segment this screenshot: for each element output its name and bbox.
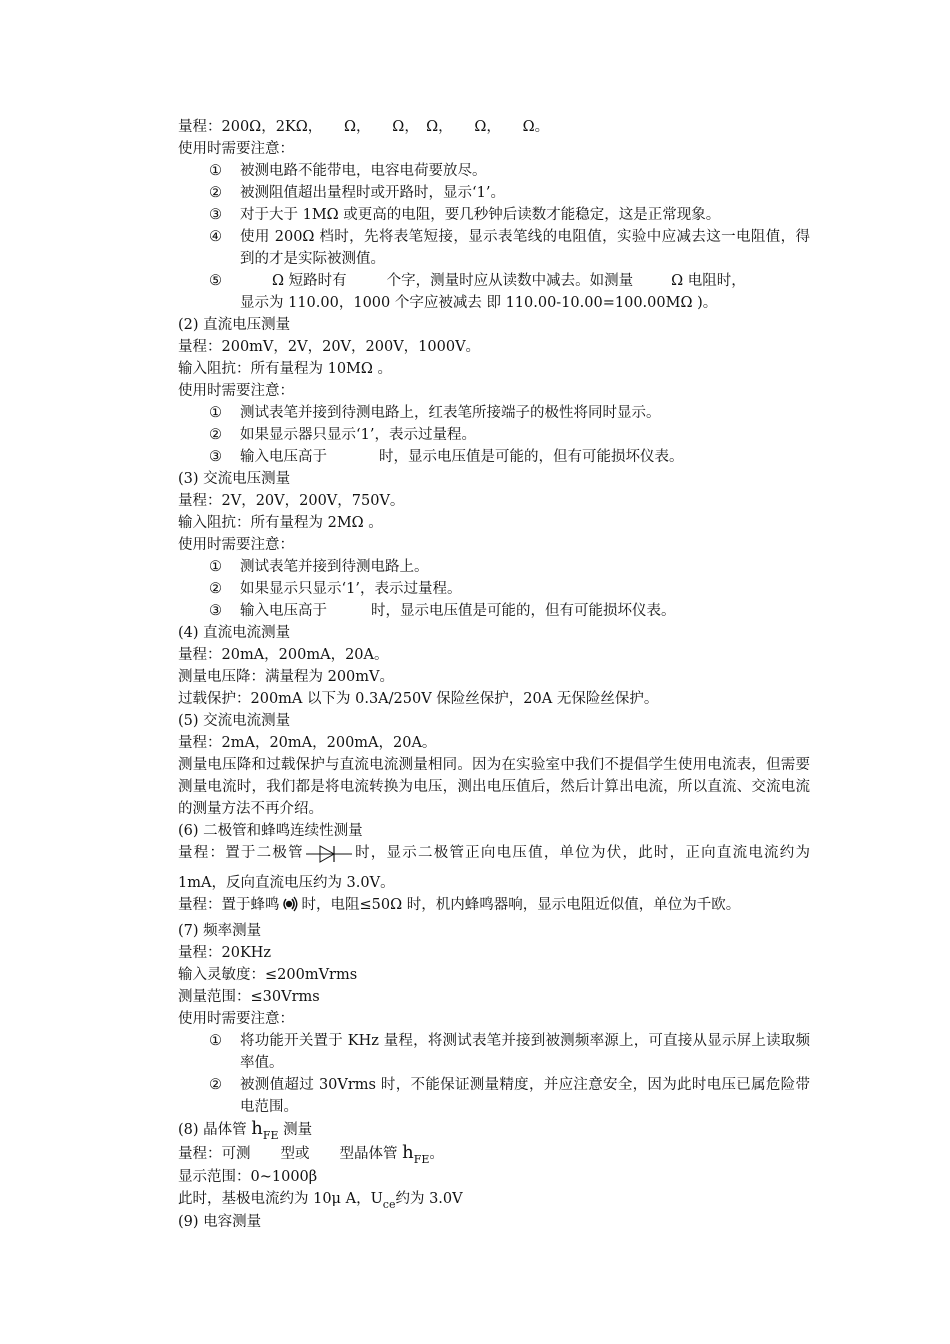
dcv-impedance: 输入阻抗：所有量程为 10MΩ 。 [178,361,393,377]
ohm-range: 量程：200Ω，2KΩ， Ω， Ω， Ω， Ω， Ω。 [178,119,550,135]
ohm-note-1-text: 被测电路不能带电，电容电荷要放尽。 [240,163,487,179]
hfe-section-title [178,1118,810,1142]
acv-range: 量程：2V，20V，200V，750V。 [178,493,405,509]
aca-paragraph: 测量电压降和过载保护与直流电流测量相同。因为在实验室中我们不提倡学生使用电流表，但需要测量电流时，我们都是将电流转换为电压，测出电压值后，然后计算出电流，所以直流、交流电流的测量方法不再介绍。 [178,757,810,817]
freq-note-2 [178,1074,810,1118]
ohm-note-5-part-c: Ω 电阻时， [671,273,746,289]
marker-3: ③ [209,603,222,619]
marker-3: ③ [209,449,222,465]
diode-range-part-b: 时，显示二极管正向电压值，单位为伏，此时，正向直流电流约为 1mA，反向直流电压约为 3.0V。 [178,845,811,891]
hfe-base-part-a: 此时，基极电流约为 10μ A，U [178,1191,383,1207]
marker-2: ② [209,427,222,443]
dca-voltage-drop: 测量电压降：满量程为 200mV。 [178,669,395,685]
hfe-display-span: 显示范围：0~1000β [178,1169,318,1185]
buzzer-range [178,894,810,920]
hfe-base-part-b: 约为 3.0V [395,1191,463,1207]
diode-symbol-icon [306,843,352,872]
freq-span: 测量范围：≤30Vrms [178,989,320,1005]
diode-range-part-a: 量程：置于二极管 [178,845,304,861]
dcv-note-1 [178,402,810,424]
freq-section-title: (7) 频率测量 [178,923,262,939]
dcv-note-1-text: 测试表笔并接到待测电路上，红表笔所接端子的极性将同时显示。 [240,405,661,421]
hfe-title-part-a: (8) 晶体管 [178,1122,247,1138]
document-body [178,116,810,1233]
freq-sensitivity: 输入灵敏度：≤200mVrms [178,967,358,983]
marker-2: ② [209,185,222,201]
ohm-note-2 [178,182,810,204]
acv-note-1-text: 测试表笔并接到待测电路上。 [240,559,429,575]
ohm-note-3 [178,204,810,226]
dcv-range: 量程：200mV，2V，20V，200V，1000V。 [178,339,481,355]
aca-range: 量程：2mA，20mA，200mA，20A。 [178,735,437,751]
diode-section-title: (6) 二极管和蜂鸣连续性测量 [178,823,363,839]
marker-1: ① [209,1033,222,1049]
ohm-note-5-part-a: Ω 短路时有 [272,273,347,289]
hfe-subscript: FE [413,1153,430,1166]
hfe-h-symbol: h [251,1118,263,1139]
dcv-note-3 [178,446,810,468]
hfe-range-part-a: 量程：可测 [178,1146,251,1162]
dca-range: 量程：20mA，200mA，20A。 [178,647,389,663]
ohm-note-3-text: 对于大于 1MΩ 或更高的电阻，要几秒钟后读数才能稳定，这是正常现象。 [240,207,721,223]
acv-note-2 [178,578,810,600]
hfe-range [178,1142,810,1166]
freq-note-2-text: 被测值超过 30Vrms 时，不能保证测量精度，并应注意安全，因为此时电压已属危险带电范围。 [240,1077,810,1115]
ohm-note-5-part-d: 显示为 110.00，1000 个字应被减去 即 110.00-10.00=100.00MΩ )。 [240,295,718,311]
hfe-range-part-c: 型晶体管 [339,1146,398,1162]
marker-3: ③ [209,207,222,223]
hfe-h-symbol: h [402,1142,414,1163]
hfe-base-current [178,1188,810,1211]
marker-1: ① [209,559,222,575]
dcv-note-title: 使用时需要注意： [178,383,294,399]
hfe-range-end: 。 [429,1146,444,1162]
ohm-note-1 [178,160,810,182]
acv-section-title: (3) 交流电压测量 [178,471,291,487]
marker-5: ⑤ [209,273,222,289]
ohm-note-5-part-b: 个字，测量时应从读数中减去。如测量 [386,273,634,289]
dca-overload-protection: 过载保护：200mA 以下为 0.3A/250V 保险丝保护，20A 无保险丝保护。 [178,691,659,707]
buzzer-range-part-a: 量程：置于蜂鸣 [178,897,280,913]
marker-4: ④ [209,229,222,245]
hfe-title-part-b: 测量 [283,1122,313,1138]
acv-note-2-text: 如果显示只显示‘1’，表示过量程。 [240,581,462,597]
aca-section-title: (5) 交流电流测量 [178,713,291,729]
freq-note-title: 使用时需要注意： [178,1011,294,1027]
freq-note-1 [178,1030,810,1074]
acv-note-title: 使用时需要注意： [178,537,294,553]
marker-2: ② [209,1077,222,1093]
acv-note-3-part-a: 输入电压高于 [240,603,327,619]
acv-note-3-part-b: 时，显示电压值是可能的，但有可能损坏仪表。 [371,603,676,619]
dcv-note-2-text: 如果显示器只显示‘1’，表示过量程。 [240,427,476,443]
marker-1: ① [209,163,222,179]
acv-note-3 [178,600,810,622]
freq-range: 量程：20KHz [178,945,272,961]
ohm-note-4 [178,226,810,270]
buzzer-range-part-b: 时，电阻≤50Ω 时，机内蜂鸣器响，显示电阻近似值，单位为千欧。 [301,897,741,913]
hfe-base-subscript: ce [382,1198,396,1211]
ohm-note-2-text: 被测阻值超出量程时或开路时，显示‘1’。 [240,185,505,201]
dcv-note-3-part-a: 输入电压高于 [240,449,327,465]
hfe-subscript: FE [262,1129,279,1142]
dcv-note-3-part-b: 时，显示电压值是可能的，但有可能损坏仪表。 [379,449,684,465]
ohm-note-title: 使用时需要注意： [178,141,294,157]
hfe-range-part-b: 型或 [280,1146,310,1162]
marker-1: ① [209,405,222,421]
acv-impedance: 输入阻抗：所有量程为 2MΩ 。 [178,515,383,531]
dcv-section-title: (2) 直流电压测量 [178,317,291,333]
dca-section-title: (4) 直流电流测量 [178,625,291,641]
acv-note-1 [178,556,810,578]
freq-note-1-text: 将功能开关置于 KHz 量程，将测试表笔并接到被测频率源上，可直接从显示屏上读取频率值。 [240,1033,810,1071]
cap-section-title: (9) 电容测量 [178,1214,262,1230]
diode-range [178,842,810,894]
dcv-note-2 [178,424,810,446]
ohm-note-4-text: 使用 200Ω 档时，先将表笔短接，显示表笔线的电阻值，实验中应减去这一电阻值，得到的才是实际被测值。 [240,229,810,267]
ohm-note-5 [178,270,810,314]
marker-2: ② [209,581,222,597]
buzzer-symbol-icon [282,895,300,920]
